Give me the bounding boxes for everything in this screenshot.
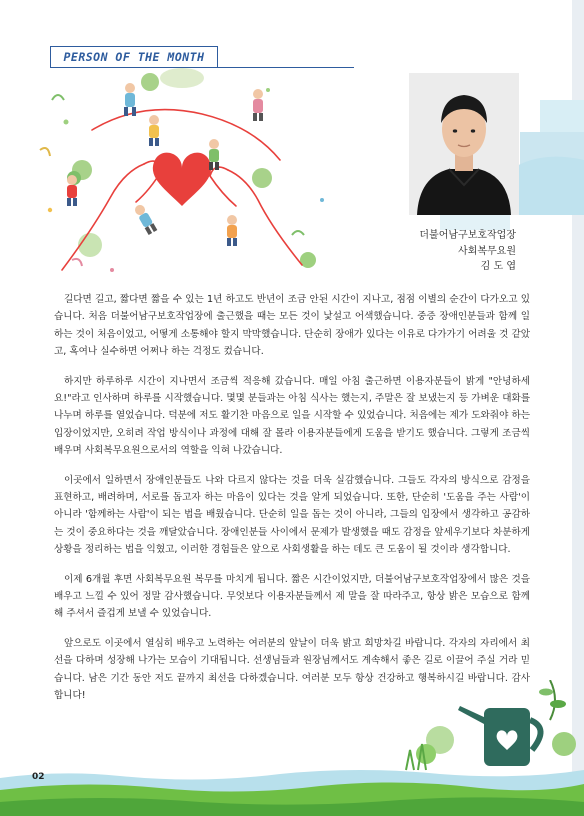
hands-heart-illustration [32, 60, 332, 285]
grass-footer [0, 744, 584, 816]
person-portrait [409, 73, 519, 215]
article-body [54, 291, 530, 717]
section-title-badge: PERSON OF THE MONTH [50, 46, 218, 68]
heart-icon [153, 153, 211, 206]
paragraph: 길다면 길고, 짧다면 짧을 수 있는 1년 하고도 반년이 조금 안된 시간이 지나고, 점점 이별의 순간이 다가오고 있습니다. 처음 더불어남구보호작업장에 출근했을 때는 모든 것이 낯설고 어색했습니다. 중증 장애인분들과 함께 일하는 것이 처음이었고, 어떻게 소통해야 할지 막막했습니다. 단순히 장애가 있다는 이유로 다가가기 어려울 것 같았고, 혹여나 실수하면 어쩌나 하는 걱정도 컸습니다. [54, 294, 530, 357]
paragraph: 이제 6개월 후면 사회복무요원 복무를 마치게 됩니다. 짧은 시간이었지만, 더불어남구보호작업장에서 많은 것을 배우고 느낄 수 있어 정말 감사했습니다. 무엇보다 이용자분들께서 제 말을 잘 따라주고, 항상 밝은 모습으로 함께해 주셔서 즐겁게 보낼 수 있었습니다. [54, 573, 530, 620]
profile-role: 사회복무요원 [458, 245, 516, 257]
page-number: 02 [32, 772, 45, 782]
paragraph: 앞으로도 이곳에서 열심히 배우고 노력하는 여러분의 앞날이 더욱 밝고 희망차길 바랍니다. 각자의 자리에서 최선을 다하며 성장해 나가는 모습이 기대됩니다. 선생님들과 원장님께서도 계속해서 좋은 길로 이끌어 주실 거라 믿습니다. 남은 기간 동안 저도 끝까지 최선을 다하겠습니다. 여러분 모두 항상 건강하고 행복하시길 바랍니다. 감사합니다! [54, 638, 530, 701]
paragraph: 하지만 하루하루 시간이 지나면서 조금씩 적응해 갔습니다. 매일 아침 출근하면 이용자분들이 밝게 "안녕하세요!"라고 인사하며 하루를 시작했습니다. 몇몇 분들과는 아침 식사는 했는지, 주말은 잘 보냈는지 등 가벼운 대화를 나누며 하루를 열었습니다. 덕분에 저도 활기찬 마음으로 일을 시작할 수 있었습니다. 처음에는 제가 도와줘야 하는 입장이었지만, 오히려 작업 방식이나 과정에 대해 잘 몰라 이용자분들에게 도움을 받기도 했습니다. 그렇게 조금씩 배우며 사회복무요원으로서의 역할을 익혀 나갔습니다. [54, 375, 530, 456]
profile-org: 더불어남구보호작업장 [419, 230, 516, 241]
profile-name: 김 도 엽 [480, 261, 516, 272]
profile-caption [380, 228, 516, 275]
profile-photo [409, 73, 519, 215]
paragraph: 이곳에서 일하면서 장애인분들도 나와 다르지 않다는 것을 더욱 실감했습니다. 그들도 각자의 방식으로 감정을 표현하고, 배려하며, 서로를 돕고자 하는 마음이 있다는 것을 알게 되었습니다. 또한, 단순히 '도움을 주는 사람'이 아니라 '함께하는 사람'이 되는 법을 배웠습니다. 단순히 일을 돕는 것이 아니라, 그들의 입장에서 생각하고 공감하는 것이 중요하다는 것을 깨달았습니다. 장애인분들 사이에서 문제가 발생했을 때도 감정을 앞세우기보다 차분하게 상황을 정리하는 법을 익혔고, 이러한 경험들은 앞으로 사회생활을 하는 데도 큰 도움이 될 것이라 생각합니다. [54, 474, 530, 555]
